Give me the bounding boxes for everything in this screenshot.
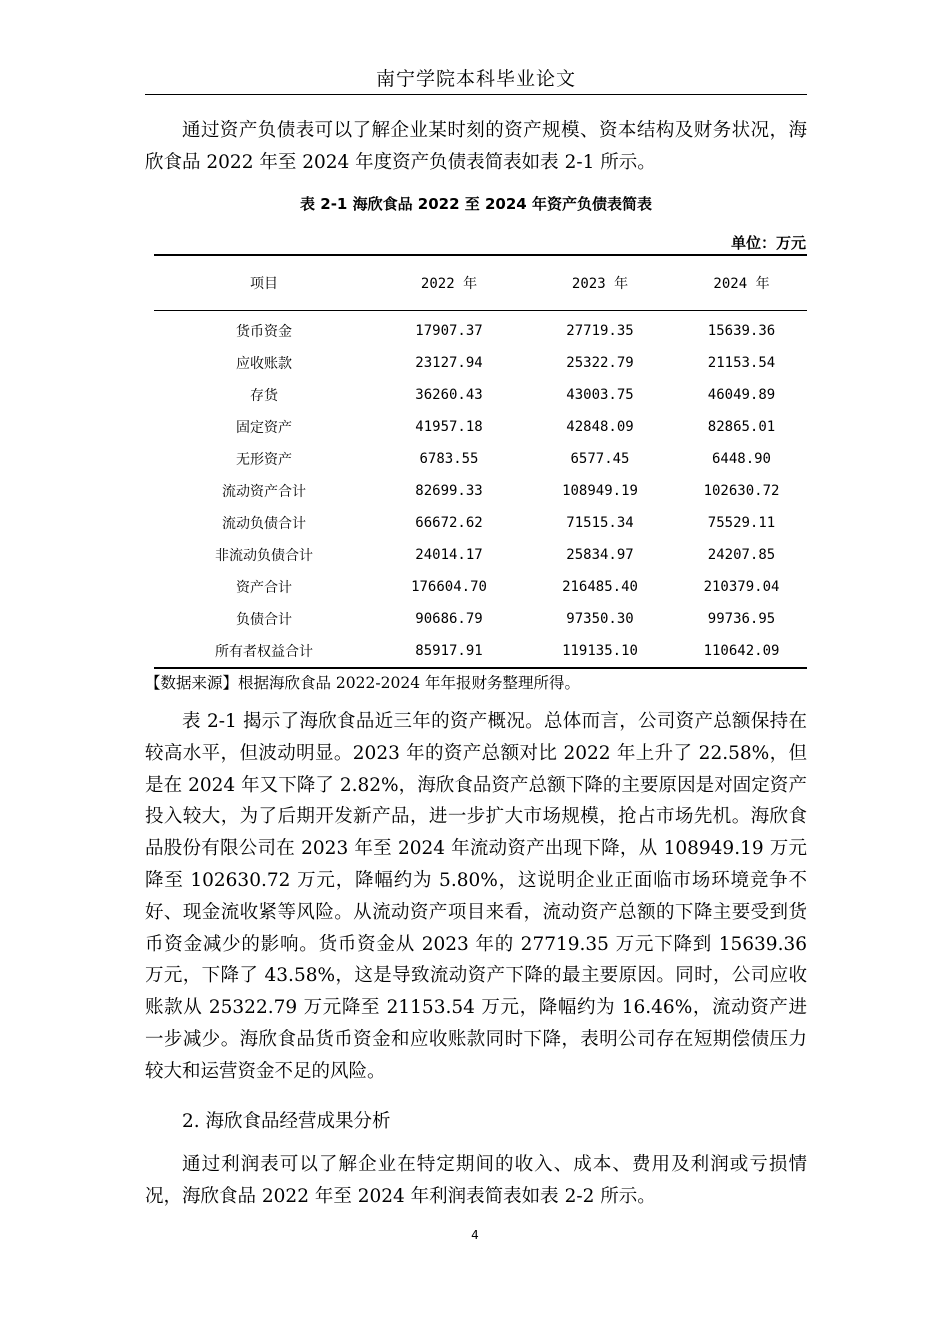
row-label: 流动资产合计 <box>222 484 306 500</box>
row-label: 负债合计 <box>236 612 292 628</box>
row-label: 资产合计 <box>236 580 292 596</box>
cell-2024: 15639.36 <box>707 323 776 339</box>
cell-2022: 82699.33 <box>415 483 483 499</box>
table-row <box>154 635 807 668</box>
cell-2022: 176604.70 <box>411 579 487 595</box>
cell-2023: 27719.35 <box>566 323 634 339</box>
table-row <box>154 571 807 603</box>
header-divider <box>145 94 807 95</box>
section-heading: 2. 海欣食品经营成果分析 <box>182 1111 391 1132</box>
cell-2022: 17907.37 <box>415 323 483 339</box>
row-label: 无形资产 <box>236 452 292 468</box>
cell-2022: 23127.94 <box>415 355 483 371</box>
cell-2024: 46049.89 <box>707 387 776 403</box>
cell-2024: 99736.95 <box>707 611 776 627</box>
cell-2024: 210379.04 <box>703 579 780 595</box>
cell-2023: 6577.45 <box>570 451 630 467</box>
cell-2024: 102630.72 <box>703 483 780 499</box>
cell-2024: 75529.11 <box>707 515 776 531</box>
cell-2023: 119135.10 <box>524 635 676 668</box>
table-row <box>154 507 807 539</box>
table-row <box>154 539 807 571</box>
cell-2022: 36260.43 <box>415 387 483 403</box>
row-label: 所有者权益合计 <box>154 635 374 668</box>
row-label: 货币资金 <box>236 324 292 340</box>
table-row <box>154 347 807 379</box>
cell-2023: 42848.09 <box>566 419 634 435</box>
cell-2023: 97350.30 <box>566 611 634 627</box>
cell-2024: 6448.90 <box>711 451 771 467</box>
page-header-title: 南宁学院本科毕业论文 <box>375 68 576 90</box>
table-header-row <box>154 255 807 311</box>
cell-2022: 85917.91 <box>374 635 524 668</box>
cell-2023: 25322.79 <box>566 355 634 371</box>
cell-2022: 66672.62 <box>415 515 483 531</box>
analysis-paragraph: 表 2-1 揭示了海欣食品近三年的资产概况。总体而言，公司资产总额保持在较高水平，但波动明显。2023 年的资产总额对比 2022 年上升了 22.58%，但是在 2024 年又下降了 2.82%，海欣食品资产总额下降的主要原因是对固定资产投入较大，为了后期开发新产品，进一步扩大市场规模，抢占市场先机。海欣食品股份有限公司在 2023 年至 2024 年流动资产出现下降，从 108949.19 万元降至 102630.72 万元，降幅约为 5.80%，这说明企业正面临市场环境竞争不好、现金流收紧等风险。从流动资产项目来看，流动资产总额的下降主要受到货币资金减少的影响。货币资金从 2023 年的 27719.35 万元下降到 15639.36 万元，下降了 43.58%，这是导致流动资产下降的最主要原因。同时，公司应收账款从 25322.79 万元降至 21153.54 万元，降幅约为 16.46%，流动资产进一步减少。海欣食品货币资金和应收账款同时下降，表明公司存在短期偿债压力较大和运营资金不足的风险。 <box>145 711 807 1082</box>
cell-2024: 21153.54 <box>707 355 776 371</box>
data-source-note: 【数据来源】根据海欣食品 2022-2024 年年报财务整理所得。 <box>145 674 580 692</box>
cell-2024: 24207.85 <box>707 547 776 563</box>
row-label: 存货 <box>250 388 278 404</box>
row-label: 固定资产 <box>236 420 292 436</box>
table-row <box>154 475 807 507</box>
column-header-2023: 2023 年 <box>524 255 676 311</box>
intro-paragraph: 通过资产负债表可以了解企业某时刻的资产规模、资本结构及财务状况，海欣食品 2022 年至 2024 年度资产负债表简表如表 2-1 所示。 <box>145 120 807 173</box>
cell-2022: 6783.55 <box>419 451 479 467</box>
table-row <box>154 443 807 475</box>
balance-sheet-table <box>154 254 807 669</box>
cell-2023: 216485.40 <box>562 579 638 595</box>
cell-2023: 71515.34 <box>566 515 634 531</box>
row-label: 非流动负债合计 <box>215 548 313 564</box>
table-row <box>154 411 807 443</box>
cell-2024: 82865.01 <box>707 419 776 435</box>
row-label: 应收账款 <box>236 356 292 372</box>
column-header-2024: 2024 年 <box>676 255 807 311</box>
table-row <box>154 603 807 635</box>
closing-paragraph: 通过利润表可以了解企业在特定期间的收入、成本、费用及利润或亏损情况，海欣食品 2022 年至 2024 年利润表简表如表 2-2 所示。 <box>145 1154 807 1207</box>
table-row <box>154 379 807 411</box>
cell-2022: 24014.17 <box>415 547 483 563</box>
cell-2023: 43003.75 <box>566 387 634 403</box>
page-number: 4 <box>471 1228 479 1242</box>
cell-2024: 110642.09 <box>676 635 807 668</box>
table-caption: 表 2-1 海欣食品 2022 至 2024 年资产负债表简表 <box>300 195 652 213</box>
row-label: 流动负债合计 <box>222 516 306 532</box>
cell-2023: 25834.97 <box>566 547 634 563</box>
column-header-2022: 2022 年 <box>374 255 524 311</box>
cell-2022: 41957.18 <box>415 419 483 435</box>
table-row <box>154 311 807 348</box>
column-header-item: 项目 <box>154 255 374 311</box>
table-unit: 单位：万元 <box>730 234 806 252</box>
cell-2022: 90686.79 <box>415 611 483 627</box>
cell-2023: 108949.19 <box>562 483 638 499</box>
